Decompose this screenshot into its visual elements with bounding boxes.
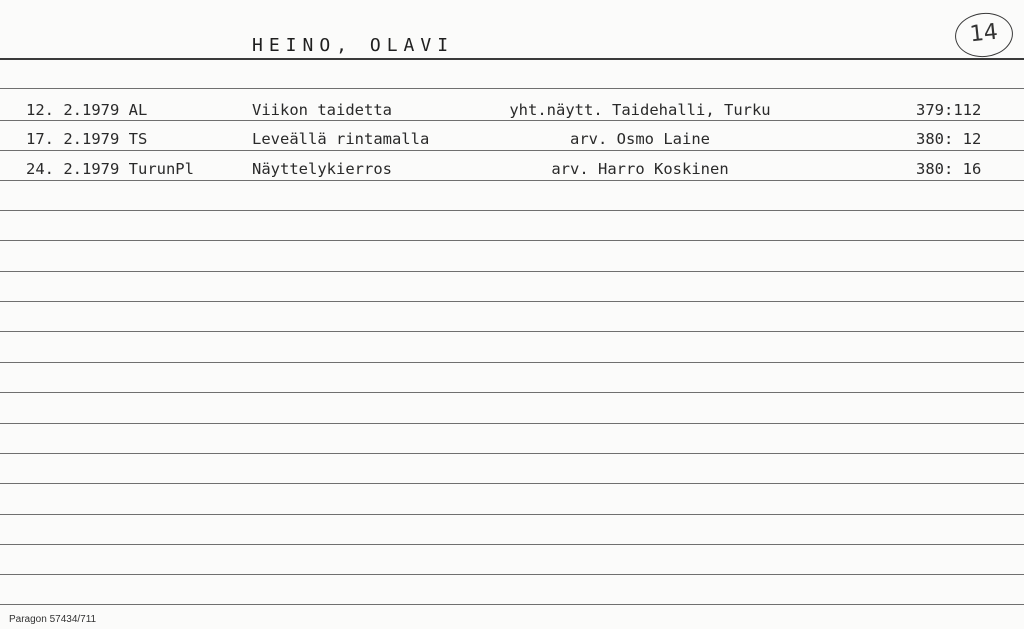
ruled-line bbox=[0, 574, 1024, 575]
entry-title: Viikon taidetta bbox=[252, 101, 392, 119]
ruled-line bbox=[0, 271, 1024, 272]
entry-title: Leveällä rintamalla bbox=[252, 130, 430, 148]
ruled-line bbox=[0, 362, 1024, 363]
header-rule bbox=[0, 58, 1024, 60]
person-name: HEINO, OLAVI bbox=[252, 35, 455, 56]
ruled-line bbox=[0, 210, 1024, 211]
ruled-line bbox=[0, 301, 1024, 302]
entry-date: 24. 2.1979 TurunPl bbox=[26, 160, 194, 178]
ruled-line bbox=[0, 240, 1024, 241]
ruled-line bbox=[0, 514, 1024, 515]
entry-title: Näyttelykierros bbox=[252, 160, 392, 178]
entry-reference: 379:112 bbox=[916, 101, 982, 119]
entry-row bbox=[0, 130, 1024, 152]
entry-info: yht.näytt. Taidehalli, Turku bbox=[509, 101, 771, 119]
ruled-line bbox=[0, 453, 1024, 454]
entry-row bbox=[0, 160, 1024, 182]
ruled-line bbox=[0, 331, 1024, 332]
ruled-line bbox=[0, 392, 1024, 393]
entry-info: arv. Harro Koskinen bbox=[551, 160, 729, 178]
ruled-line bbox=[0, 483, 1024, 484]
ruled-line bbox=[0, 88, 1024, 89]
entry-reference: 380: 12 bbox=[916, 130, 982, 148]
card-number: 14 bbox=[953, 10, 1015, 60]
entry-date: 17. 2.1979 TS bbox=[26, 130, 148, 148]
ruled-line bbox=[0, 544, 1024, 545]
entry-reference: 380: 16 bbox=[916, 160, 982, 178]
entry-row bbox=[0, 101, 1024, 123]
entry-date: 12. 2.1979 AL bbox=[26, 101, 148, 119]
printer-imprint: Paragon 57434/711 bbox=[9, 614, 97, 625]
entry-info: arv. Osmo Laine bbox=[570, 130, 710, 148]
ruled-line bbox=[0, 423, 1024, 424]
ruled-line bbox=[0, 604, 1024, 605]
